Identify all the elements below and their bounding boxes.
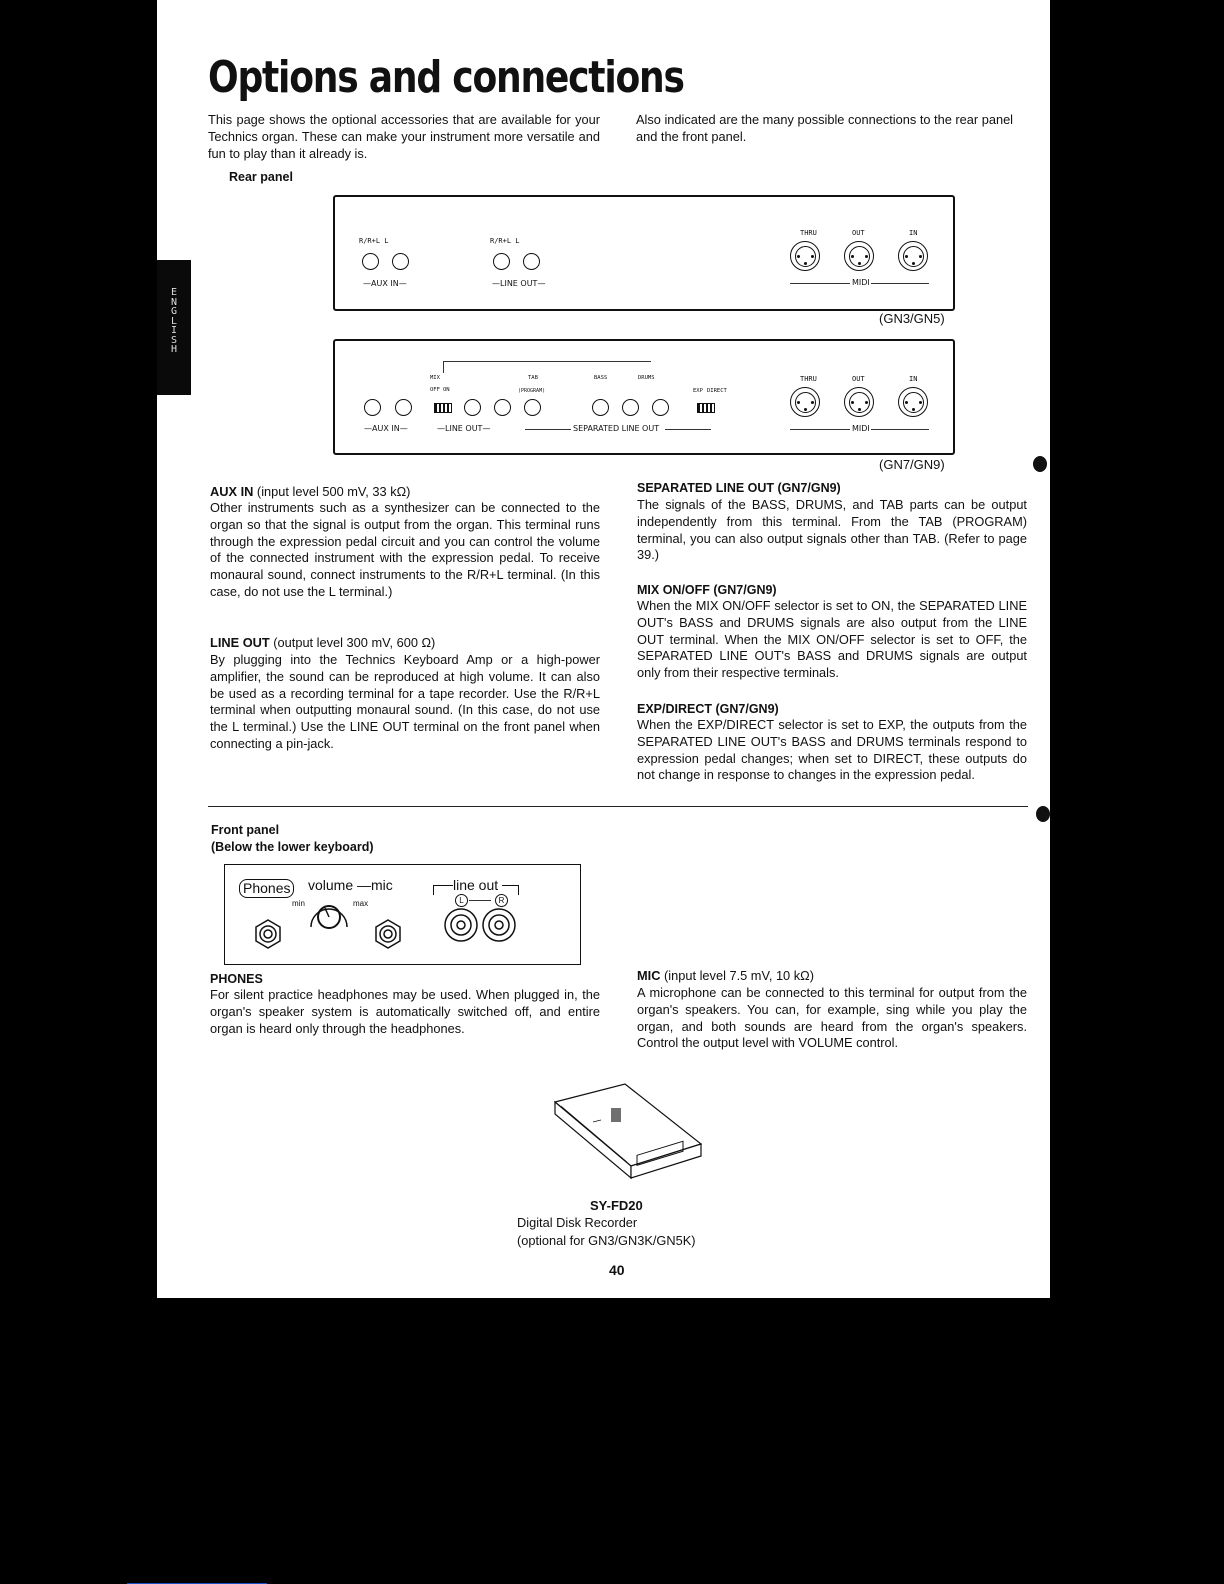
- direct-label: DIRECT: [707, 388, 727, 394]
- disk-recorder-illustration: [553, 1082, 703, 1182]
- midi-rule-right: [871, 429, 929, 430]
- midi-thru-label: THRU: [800, 375, 817, 383]
- sep-rule-left: [525, 429, 571, 430]
- front-panel-diagram: [224, 864, 581, 965]
- language-side-tab: [157, 260, 191, 395]
- line-out-heading: LINE OUT (output level 300 mV, 600 Ω): [210, 635, 436, 650]
- product-name: SY-FD20: [590, 1198, 643, 1213]
- aux-in-l-jack: [395, 399, 412, 416]
- aux-in-r-jack: [364, 399, 381, 416]
- mix-label: MIX: [430, 375, 440, 381]
- mix-text: When the MIX ON/OFF selector is set to ON, the SEPARATED LINE OUT's BASS and DRUMS signals are also output from the LINE OUT terminal. When the MIX ON/OFF selector is set to OFF, the SEPARATED LINE OUT's BASS and DRUMS signals are output only from their respective terminals.: [637, 598, 1027, 681]
- midi-in-port: [898, 241, 928, 271]
- midi-label: MIDI: [852, 424, 870, 433]
- phones-text: For silent practice headphones may be used. When plugged in, the organ's speaker system is automatically switched off, and entire organ is heard only through the headphones.: [210, 987, 600, 1036]
- tab-label: TAB: [528, 375, 538, 381]
- exp-text: When the EXP/DIRECT selector is set to EXP, the outputs from the SEPARATED LINE OUT's BASS and DRUMS terminals respond to expression pedal changes; when set to DIRECT, these outputs do not change in response to changes in the expression pedal.: [637, 717, 1027, 783]
- mix-off-label: OFF: [430, 387, 440, 393]
- line-out-l-jack: [523, 253, 540, 270]
- rear-panel-heading: Rear panel: [229, 170, 293, 184]
- mic-label: —mic: [357, 877, 393, 893]
- exp-label: EXP: [693, 388, 703, 394]
- panel1-model-label: (GN3/GN5): [879, 311, 945, 326]
- mic-heading: MIC (input level 7.5 mV, 10 kΩ): [637, 968, 814, 983]
- max-label: max: [353, 899, 369, 908]
- product-note: (optional for GN3/GN3K/GN5K): [517, 1233, 696, 1248]
- front-panel-heading: Front panel: [211, 823, 280, 837]
- midi-rule-right: [871, 283, 929, 284]
- tab-letter: I: [170, 325, 178, 336]
- line-out-bracket-left: [433, 885, 453, 886]
- aux-in-label: —AUX IN—: [363, 279, 407, 288]
- product-description: Digital Disk Recorder: [517, 1215, 638, 1230]
- volume-label: volume: [308, 877, 354, 893]
- tab-letter: N: [170, 296, 178, 308]
- section-divider: [208, 806, 1028, 807]
- intro-right: Also indicated are the many possible connections to the rear panel and the front panel.: [636, 112, 1014, 144]
- tab-letter: L: [170, 315, 178, 327]
- midi-rule-left: [790, 283, 850, 284]
- front-panel-subheading: (Below the lower keyboard): [211, 840, 374, 854]
- line-out-lr-rule: [469, 900, 491, 901]
- line-jack-marks: R/R+L L: [490, 237, 520, 245]
- midi-thru-label: THRU: [800, 229, 817, 237]
- mic-text: A microphone can be connected to this terminal for output from the organ's speakers. You can, for example, sing while you play the organ, and both sounds are heard from the organ's speakers. Control the output level with VOLUME control.: [637, 985, 1027, 1051]
- midi-in-port: [898, 387, 928, 417]
- rear-panel-gn7-gn9: [333, 339, 955, 455]
- midi-label: MIDI: [852, 278, 870, 287]
- line-out-r-jack: [464, 399, 481, 416]
- bass-jack: [592, 399, 609, 416]
- midi-out-label: OUT: [852, 229, 865, 237]
- aux-in-r-jack: [362, 253, 379, 270]
- mix-bus-drop: [443, 361, 444, 373]
- min-label: min: [292, 899, 305, 908]
- phones-heading: PHONES: [210, 972, 263, 986]
- line-out-bracket-right-drop: [518, 885, 519, 895]
- separated-heading: SEPARATED LINE OUT (GN7/GN9): [637, 481, 841, 495]
- tab-letter: H: [170, 344, 178, 355]
- rear-panel-gn3-gn5: [333, 195, 955, 311]
- midi-in-label: IN: [909, 229, 918, 237]
- line-out-text: By plugging into the Technics Keyboard Amp or a high-power amplifier, the sound can be reproduced at high volume. It can also be used as a recording terminal for a tape recorder. Use the R/R+L terminal when outputting monaural sound. (In this case, do not use the L terminal.) Use the LINE OUT terminal on the front panel when connecting a pin-jack.: [210, 652, 600, 751]
- sep-rule-right: [665, 429, 711, 430]
- line-out-label: line out: [453, 877, 499, 893]
- drums-l-jack: [652, 399, 669, 416]
- midi-thru-port: [790, 387, 820, 417]
- line-out-label: —LINE OUT—: [492, 279, 546, 288]
- midi-out-port: [844, 241, 874, 271]
- exp-heading: EXP/DIRECT (GN7/GN9): [637, 702, 779, 716]
- aux-in-label: —AUX IN—: [364, 424, 408, 433]
- midi-rule-left: [790, 429, 850, 430]
- line-out-pin-jacks-icon: [439, 907, 523, 943]
- midi-in-label: IN: [909, 375, 918, 383]
- drums-r-jack: [622, 399, 639, 416]
- drums-label: DRUMS: [638, 375, 655, 381]
- page-title: Options and connections: [208, 52, 684, 103]
- phones-label: Phones: [239, 879, 294, 898]
- panel2-model-label: (GN7/GN9): [879, 457, 945, 472]
- line-out-l-jack: [494, 399, 511, 416]
- line-out-bracket-left-drop: [433, 885, 434, 895]
- page-number: 40: [609, 1262, 625, 1278]
- line-out-bracket-right: [502, 885, 519, 886]
- separated-text: The signals of the BASS, DRUMS, and TAB parts can be output independently from this terminal. From the TAB (PROGRAM) terminal, you can also output signals other than TAB. (Refer to page 39.): [637, 497, 1027, 563]
- tab-letter: S: [170, 334, 178, 346]
- mic-jack-icon: [373, 919, 403, 949]
- line-out-r-mark: R: [495, 894, 508, 907]
- tab-program-jack: [524, 399, 541, 416]
- tab-program-label: (PROGRAM): [518, 388, 546, 394]
- tab-letter: E: [170, 287, 178, 298]
- midi-out-port: [844, 387, 874, 417]
- aux-jack-marks: R/R+L L: [359, 237, 389, 245]
- midi-out-label: OUT: [852, 375, 865, 383]
- binding-hole: [1036, 806, 1050, 822]
- mix-on-label: ON: [443, 387, 450, 393]
- volume-knob-icon: [305, 895, 353, 935]
- mix-heading: MIX ON/OFF (GN7/GN9): [637, 583, 777, 597]
- line-out-label: —LINE OUT—: [437, 424, 491, 433]
- tab-letter: G: [170, 306, 178, 317]
- midi-thru-port: [790, 241, 820, 271]
- aux-in-l-jack: [392, 253, 409, 270]
- phones-jack-icon: [253, 919, 283, 949]
- line-out-l-mark: L: [455, 894, 468, 907]
- aux-in-text: Other instruments such as a synthesizer can be connected to the organ so that the signal is output from the organ. This terminal runs through the expression pedal circuit and you can control the volume of the connected instrument with the expression pedal. To receive monaural sound, connect instruments to the R/R+L terminal. (In this case, do not use the L terminal.): [210, 500, 600, 599]
- mix-bus-line: [443, 361, 651, 362]
- mix-on-off-switch: [434, 403, 452, 413]
- separated-line-out-label: SEPARATED LINE OUT: [573, 424, 660, 433]
- aux-in-heading: AUX IN (input level 500 mV, 33 kΩ): [210, 484, 411, 499]
- intro-left: This page shows the optional accessories that are available for your Technics organ. These can make your instrument more versatile and fun to play than it already is.: [208, 112, 600, 161]
- binding-hole: [1033, 456, 1047, 472]
- bass-label: BASS: [594, 375, 608, 381]
- exp-direct-switch: [697, 403, 715, 413]
- line-out-r-jack: [493, 253, 510, 270]
